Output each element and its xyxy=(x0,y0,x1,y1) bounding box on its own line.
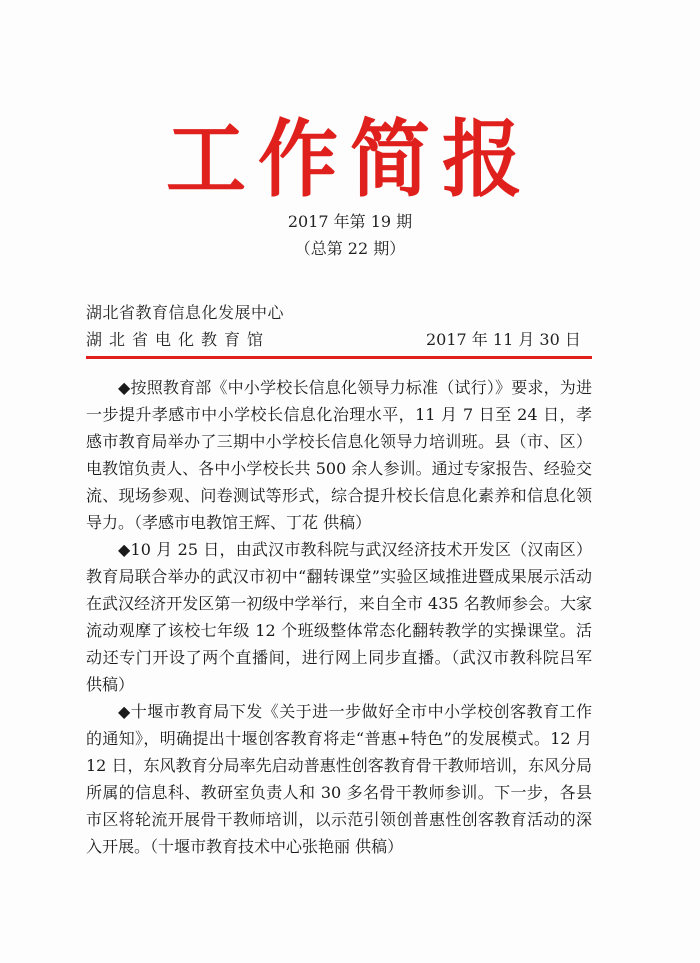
issuing-organization-2: 湖北省电化教育馆 xyxy=(86,330,271,349)
issue-number: 2017 年第 19 期 xyxy=(287,212,413,231)
news-item-3: ◆十堰市教育局下发《关于进一步做好全市中小学校创客教育工作的通知》，明确提出十堰创客教育将走“普惠+特色”的发展模式。12 月 12 日，东风教育分局率先启动普惠性创客教育骨干教师培训，东风分局所属的信息科、教研室负责人和 30 多名骨干教师参训。下一步，各县市区将轮流开展骨干教师培训，以示范引领创普惠性创客教育活动的深入开展。（十堰市教育技术中心张艳丽 供稿） xyxy=(86,702,592,856)
bulletin-body xyxy=(86,374,592,860)
news-item-1: ◆按照教育部《中小学校长信息化领导力标准（试行）》要求，为进一步提升孝感市中小学校长信息化治理水平，11 月 7 日至 24 日，孝感市教育局举办了三期中小学校长信息化领导力培训班。县（市、区）电教馆负责人、各中小学校长共 500 余人参训。通过专家报告、经验交流、现场参观、问卷测试等形式，综合提升校长信息化素养和信息化领导力。（孝感市电教馆王辉、丁花 供稿） xyxy=(86,378,592,532)
bulletin-title: 工作简报 xyxy=(166,110,534,209)
issuing-organization-1: 湖北省教育信息化发展中心 xyxy=(86,303,285,322)
news-item-2: ◆10 月 25 日，由武汉市教科院与武汉经济技术开发区（汉南区）教育局联合举办的武汉市初中“翻转课堂”实验区域推进暨成果展示活动在武汉经济开发区第一初级中学举行，来自全市 435 名教师参会。大家流动观摩了该校七年级 12 个班级整体常态化翻转教学的实操课堂。活动还专门开设了两个直播间，进行网上同步直播。（武汉市教科院吕军 供稿） xyxy=(86,540,592,694)
red-divider-rule xyxy=(86,356,592,359)
total-issue-number: （总第 22 期） xyxy=(294,239,406,258)
issue-date: 2017 年 11 月 30 日 xyxy=(426,330,581,349)
